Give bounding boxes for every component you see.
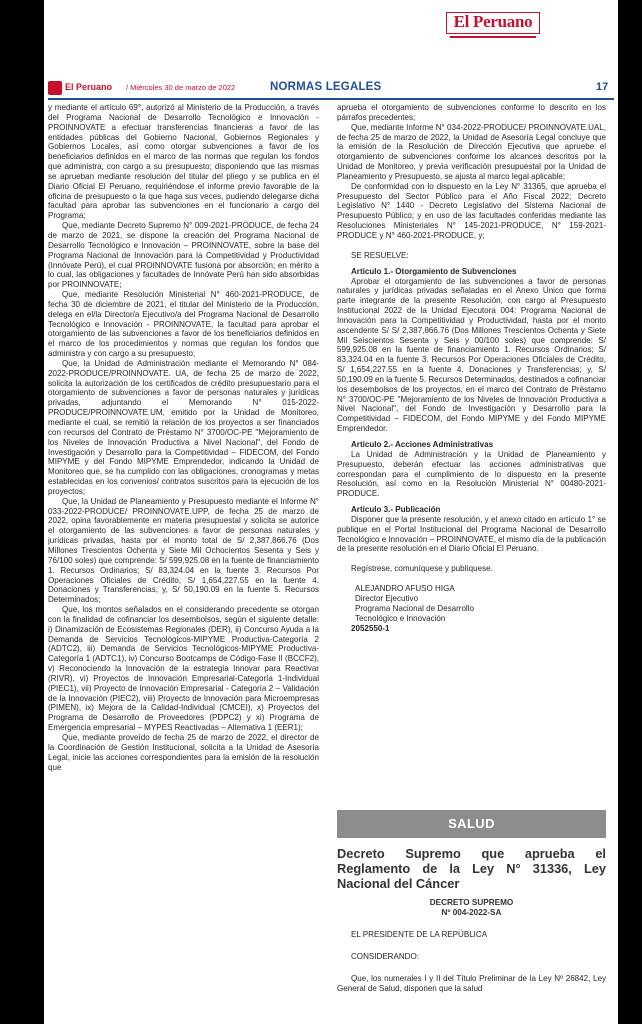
header-rule — [48, 98, 614, 100]
article-1-title: Artículo 1.- Otorgamiento de Subvenciones — [351, 266, 517, 276]
scan-margin-left — [0, 0, 44, 1024]
decree-body — [337, 930, 606, 993]
article-2-title: Artículo 2.- Acciones Administrativas — [351, 440, 494, 449]
signature-block — [337, 584, 606, 623]
article-3-title: Artículo 3.- Publicación — [351, 505, 441, 515]
article-2-text: La Unidad de Administración y la Unidad de Planeamiento y Presupuesto, deberán efectuar las acciones administrativas que correspondan para el cumplimiento de lo dispuesto en la presente Resolución, así como en la Resolución Ministerial N° 00480-2021-PRODUCE. — [337, 449, 606, 499]
paragraph: Que, mediante Informe N° 034-2022-PRODUCE/ PROINNOVATE.UAL, de fecha 25 de marzo de 2022, la Unidad de Asesoría Legal concluye que la emisión de la Resolución de Dirección Ejecutiva que apruebe el otorgamiento de subvenciones conforme los alcances descritos por la Unidad de Monitoreo, y previa verificación presupuestal por la Unidad de Planeamiento y Presupuesto, se ajusta al marco legal aplicable; — [337, 122, 606, 181]
paragraph: Que, la Unidad de Planeamiento y Presupuesto mediante el Informe N° 033-2022-PRODUCE/ PROINNOVATE.UPP, de fecha 25 de marzo de 2022, opina favorablemente en materia presupuestal y solicita se autorice el otorgamiento de las subvenciones a favor de personas naturales y jurídicas privadas, hasta por el monto total de S/ 2,387,866.76 (Dos Millones Trescientos Ochenta y Siete Mil Ochocientos Sesenta y Seis y 76/100 soles) que comprende: S/ 599,925.08 en la fuente de financiamiento 1. Recursos Ordinarios; S/ 83,324.04 en la fuente 3. Recursos Por Operaciones Oficiales de Crédito, S/ 1,654,227.55 en la fuente 4. Donaciones y Transferencias; y, S/ 50,190.09 en la fuente 5. Recursos Determinados; — [48, 496, 319, 605]
paragraph: Que, mediante Resolución Ministerial N° 460-2021-PRODUCE, de fecha 30 de diciembre de 2021, el titular del Ministerio de la Producción, delega en el/la Director/a Ejecutivo/a del Programa Nacional de Desarrollo Tecnológico e Innovación - PROINNOVATE, la facultad para aprobar el otorgamiento de las subvenciones a favor de los beneficiarios definidos en el marco de los procedimientos y normas que regulan los fondos que administra y con cargo a su presupuesto; — [48, 290, 319, 359]
document-code: 2052550-1 — [351, 623, 390, 633]
page-number: 17 — [596, 81, 609, 93]
decree-title: Decreto Supremo que aprueba el Reglamento de la Ley N° 31336, Ley Nacional del Cáncer — [337, 846, 606, 891]
left-column — [48, 103, 319, 1009]
decree-label — [337, 898, 606, 918]
closing-formula: Regístrese, comuníquese y publíquese. — [351, 564, 493, 574]
paragraph: Que, mediante Decreto Supremo N° 009-2021-PRODUCE, de fecha 24 de marzo de 2021, se dispone la creación del Programa Nacional de Desarrollo Tecnológico e Innovación – PROINNOVATE, sobre la base del Programa Nacional de Innovación para la Competitividad y Productividad (Innóvate Perú), el cual PROINNOVATE fusiona por absorción; en mérito a lo cual, las obligaciones y facultades de Innóvate Perú han sido absorbidas por PROINNOVATE; — [48, 221, 319, 290]
decree-first-paragraph: Que, los numerales I y II del Título Preliminar de la Ley Nº 26842, Ley General de Salud, disponen que la salud — [337, 973, 606, 993]
resolve-label: SE RESUELVE: — [351, 250, 409, 260]
page-header — [48, 80, 614, 98]
coat-of-arms-icon — [48, 81, 62, 95]
paragraph: Que, la Unidad de Administración mediante el Memorando N° 084-2022-PRODUCE/PROINNOVATE. UA, de fecha 25 de marzo de 2022, solicita la autorización de los certificados de crédito presupuestario para el otorgamiento de subvenciones a favor de personas naturales y jurídicas privadas, adjuntando el Memorando N° 015-2022-PRODUCE/PROINNOVATE.UM, emitido por la Unidad de Monitoreo, mediante el cual, se remitió la relación de los proyectos a ser financiados con recursos del Contrato de Préstamo N° 3700/OC-PE "Mejoramiento de los Niveles de Innovación Productiva a Nivel Nacional", del Fondo de Investigación y Desarrollo para la Competitividad – FIDECOM, del Fondo MIPYME y del Fondo MIPYME Emprendedor, indicando la Unidad de Monitoreo que, se ha cumplido con las obligaciones, cronogramas y metas establecidas en los convenios/ contratos suscritos para la ejecución de los proyectos; — [48, 358, 319, 496]
el-peruano-logo: El Peruano — [446, 12, 540, 34]
header-date: / Miércoles 30 de marzo de 2022 — [126, 83, 236, 92]
paragraph: aprueba el otorgamiento de subvenciones conforme lo descrito en los párrafos precedentes; — [337, 103, 606, 122]
paragraph: De conformidad con lo dispuesto en la Ley N° 31365, que aprueba el Presupuesto del Sector Público para el Año Fiscal 2022; Decreto Legislativo N° 1440 - Decreto Legislativo del Sistema Nacional de Presupuesto Público; y en uso de las facultades conferidas mediante las Resoluciones Ministeriales N° 145-2021-PRODUCE, N° 159-2021-PRODUCE y N° 460-2021-PRODUCE, y; — [337, 181, 606, 240]
decree-type: DECRETO SUPREMO — [429, 898, 514, 907]
paragraph: Que, mediante proveído de fecha 25 de marzo de 2022, el director de la Coordinación de Gestión Institucional, solicita a la Unidad de Asesoría Legal, inicie las acciones correspondientes para la emisión de la resolución que — [48, 733, 319, 772]
header-brand: El Peruano — [65, 82, 113, 92]
signer-org-1: Programa Nacional de Desarrollo — [355, 603, 474, 613]
president-line: EL PRESIDENTE DE LA REPÚBLICA — [351, 930, 488, 939]
right-column — [337, 103, 606, 633]
signer-org-2: Tecnológico e Innovación — [355, 613, 446, 623]
section-bar-salud: SALUD — [337, 810, 606, 838]
signer-name: ALEJANDRO AFUSO HIGA — [355, 584, 455, 594]
decree-number: Nº 004-2022-SA — [441, 908, 502, 917]
section-title: NORMAS LEGALES — [270, 81, 382, 93]
considering-label: CONSIDERANDO: — [351, 951, 419, 961]
scan-margin-right — [618, 0, 642, 1024]
signer-role: Director Ejecutivo — [355, 593, 419, 603]
paragraph: Que, los montos señalados en el considerando precedente se otorgan con la finalidad de cofinanciar los desembolsos, según el siguiente detalle: i) Dinamización de Ecosistemas Regionales (DER), ii) Concurso Ayuda a la Demanda de Servicios Tecnológicos-MIPYME Productiva-Categoría 2 (ADTC2), iii) Demanda de Servicios Tecnológicos-MIPYME Productiva-Categoría 1 (ADTC1), iv) Concurso Bootcamps de Código-Fase II (BCCF2), v) Reconociendo la Innovación de la estrategia Innovar para Reactivar (RIVR), vi) Proyectos de Innovación Empresarial-Categoría 1-Individual (PIEC1), vii) Proyecto de Innovación Empresarial - Categoría 2 – Validación de la Innovación (PIEC2), viii) Proyecto de Innovación para Microempresas (PIMEN), ix) Mejora de la Calidad-Individual (CMCEI), x) Proyectos del Programa de Desarrollo de Proveedores (PDPC2) y xi) Programa de Emergencia empresarial – MYPES Reactivadas – Alternativa 1 (EER1); — [48, 605, 319, 733]
logo-underline — [450, 36, 536, 38]
paragraph: y mediante el artículo 69°, autorizó al Ministerio de la Producción, a través del Programa Nacional de Desarrollo Tecnológico e Innovación - PROINNOVATE a efectuar transferencias financieras a favor de las entidades públicas del Gobierno Nacional, Gobiernos Regionales y Gobiernos Locales, así como otorgar subvenciones a favor de los beneficiarios definidos en el marco de las normas que regulan los fondos que administra, con cargo a su presupuesto; disponiendo que las mismas se aprueban mediante resolución del titular del pliego y se publica en el Diario Oficial El Peruano, requiriéndose el informe previo favorable de la oficina de presupuesto o la que haga sus veces, pudiendo delegarse dicha facultad para aprobar las subvenciones en el funcionario a cargo del Programa; — [48, 103, 319, 221]
article-1-text: Aprobar el otorgamiento de las subvenciones a favor de personas naturales y jurídicas privadas señaladas en el Anexo Único que forma parte integrante de la presente Resolución, con cargo al Presupuesto Institucional 2022 de la Unidad Ejecutora 004: Programa Nacional de Innovación para la Competitividad y Productividad, hasta por el monto ascendente S/ S/ 2,387,866.76 (Dos Millones Trescientos Ochenta y Siete Mil Seiscientos Sesenta y Seis y 00/100 soles) que comprende: S/ 599,925.08 en la fuente de financiamiento 1. Recursos Ordinarios; S/ 83,324.04 en la fuente 3. Recursos Por Operaciones Oficiales de Crédito, S/ 1,654,227.55 en la fuente 4. Donaciones y Transferencias; y, S/ 50,190.09 en la fuente 5. Recursos Determinados, destinados a cofinanciar los desembolsos de los proyectos, en el marco del Contrato de Préstamo N° 3700/OC-PE "Mejoramiento de los Niveles de Innovación Productiva a Nivel Nacional", del Fondo de Investigación y Desarrollo para la Competitividad – FIDECOM, del Fondo MIPYME y del Fondo MIPYME Emprendedor. — [337, 276, 606, 434]
article-3-text: Disponer que la presente resolución, y el anexo citado en artículo 1° se publique en el Portal Institucional del Programa Nacional de Desarrollo Tecnológico e Innovación – PROINNOVATE, el mismo día de la publicación de la presente resolución en el Diario Oficial El Peruano. — [337, 514, 606, 554]
